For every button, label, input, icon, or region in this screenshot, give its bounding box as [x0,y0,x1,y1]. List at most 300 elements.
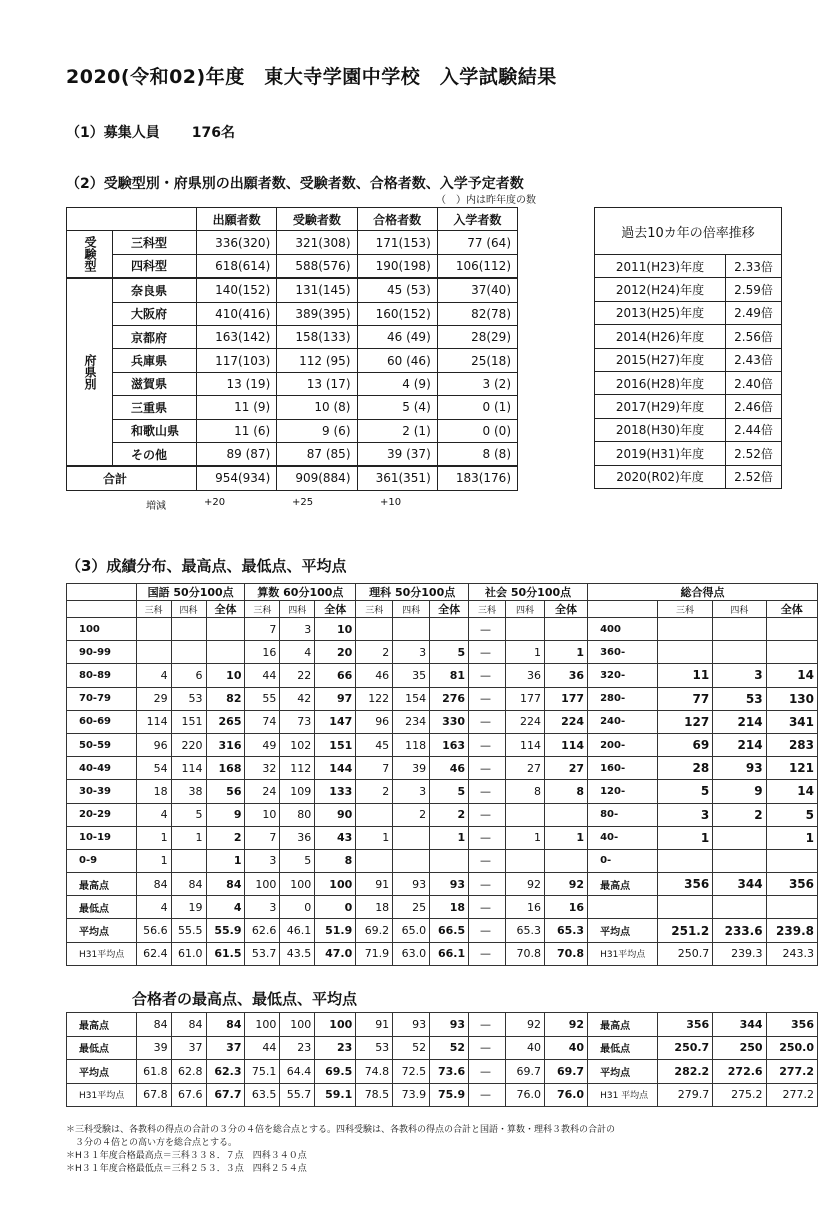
score-cell: 114 [545,733,588,756]
score-cell: 36 [506,664,545,687]
score-cell: 47.0 [315,942,356,965]
score-cell: 275.2 [713,1083,766,1107]
score-cell: 163 [430,733,469,756]
score-cell: 81 [430,664,469,687]
score-cell: 65.0 [393,919,430,942]
table-cell: 13 (19) [197,372,277,395]
score-cell: 49 [245,733,280,756]
corner-cell [67,584,137,601]
score-cell: 55.9 [206,919,245,942]
table-cell: 87 (85) [277,442,357,466]
row-label: 240- [588,710,658,733]
score-cell: — [469,757,506,780]
score-cell [657,896,712,919]
table-row [595,442,782,465]
score-cell: 16 [245,641,280,664]
score-cell: 100 [280,1013,315,1037]
table-row [67,442,518,466]
row-label: 最高点 [67,1013,137,1037]
score-cell: 80 [280,803,315,826]
subject-header-row [67,584,818,601]
section1-heading [66,122,235,142]
score-cell: 43.5 [280,942,315,965]
subject-header: 理科 50分100点 [356,584,469,601]
group-label: 受験型 [67,231,113,278]
table-row [595,418,782,441]
score-cell: 2 [356,641,393,664]
score-cell: 93 [393,1013,430,1037]
score-cell [766,641,817,664]
score-cell: — [469,873,506,896]
table-cell: 37(40) [437,278,517,302]
score-cell: 52 [393,1036,430,1060]
sub-header: 全体 [766,601,817,618]
section1-label: （1）募集人員 [66,125,160,141]
score-cell [393,826,430,849]
row-label: 80-89 [67,664,137,687]
score-cell: 56 [206,780,245,803]
score-cell: 3 [245,849,280,872]
score-cell: 1 [136,849,171,872]
score-cell: 6 [171,664,206,687]
sub-header: 全体 [545,601,588,618]
score-cell: 9 [206,803,245,826]
score-cell: 75.9 [430,1083,469,1107]
change-value: +25 [292,497,314,508]
score-cell: 214 [713,733,766,756]
score-cell [766,849,817,872]
row-label: 最低点 [67,896,137,919]
row-label: 280- [588,687,658,710]
ratio-title: 過去10カ年の倍率推移 [595,208,782,255]
score-cell: 1 [206,849,245,872]
row-label: 最低点 [67,1036,137,1060]
footnote: ３分の４倍との高い方を総合点とする。 [66,1138,238,1148]
score-cell [356,803,393,826]
score-cell: 114 [136,710,171,733]
score-cell: 96 [356,710,393,733]
table-cell: 410(416) [197,302,277,325]
score-cell: 282.2 [657,1060,712,1084]
score-cell: 93 [430,1013,469,1037]
table-cell: 3 (2) [437,372,517,395]
row-label: 50-59 [67,733,137,756]
score-cell: 23 [315,1036,356,1060]
change-label: 増減 [146,501,166,512]
score-cell: 40 [506,1036,545,1060]
score-cell: 84 [206,873,245,896]
score-cell: 56.6 [136,919,171,942]
table-cell: 389(395) [277,302,357,325]
score-cell: 112 [280,757,315,780]
score-cell: 250.7 [657,942,712,965]
table-cell: 171(153) [357,231,437,254]
table-cell: 39 (37) [357,442,437,466]
year-cell: 2017(H29)年度 [595,395,726,418]
score-cell: 147 [315,710,356,733]
row-label: 平均点 [67,1060,137,1084]
table-row [67,1083,818,1107]
score-cell: 118 [393,733,430,756]
sub-header: 三科 [245,601,280,618]
section3-heading: （3）成績分布、最高点、最低点、平均点 [66,557,347,575]
score-cell: 53 [171,687,206,710]
rate-cell: 2.40倍 [726,371,782,394]
score-cell: 90 [315,803,356,826]
score-cell: 0 [315,896,356,919]
table-cell: 25(18) [437,349,517,372]
score-cell: — [469,803,506,826]
score-cell: 27 [506,757,545,780]
table-row [595,325,782,348]
score-cell: — [469,780,506,803]
score-cell: — [469,1036,506,1060]
score-cell: 45 [356,733,393,756]
row-label: 最高点 [67,873,137,896]
score-cell: 144 [315,757,356,780]
score-cell: 1 [545,826,588,849]
score-cell: 70.8 [506,942,545,965]
score-cell: 1 [766,826,817,849]
sub-header: 三科 [469,601,506,618]
sub-header: 三科 [136,601,171,618]
applicants-table [66,207,518,491]
change-value: +20 [204,497,226,508]
score-cell: 277.2 [766,1060,817,1084]
score-cell: 97 [315,687,356,710]
score-cell: 4 [136,803,171,826]
score-cell: 250 [713,1036,766,1060]
table-cell: 190(198) [357,254,437,278]
score-cell: 67.6 [171,1083,206,1107]
score-cell: 356 [766,1013,817,1037]
score-cell: 1 [506,826,545,849]
score-cell: — [469,896,506,919]
score-cell: 39 [136,1036,171,1060]
row-label: 和歌山県 [113,419,197,442]
score-cell: 36 [545,664,588,687]
corner-cell [588,601,658,618]
score-cell: 18 [356,896,393,919]
score-cell: 84 [206,1013,245,1037]
score-cell: 76.0 [545,1083,588,1107]
row-label: 20-29 [67,803,137,826]
score-cell: 10 [245,803,280,826]
score-cell: 154 [393,687,430,710]
score-cell: 72.5 [393,1060,430,1084]
score-cell: 46.1 [280,919,315,942]
score-cell [766,618,817,641]
score-cell: 66 [315,664,356,687]
table-cell: 909(884) [277,466,357,490]
score-cell: 91 [356,873,393,896]
score-cell: 59.1 [315,1083,356,1107]
score-cell: 1 [136,826,171,849]
score-cell: 92 [545,873,588,896]
score-cell: 4 [136,896,171,919]
score-cell: 121 [766,757,817,780]
score-cell [171,618,206,641]
score-cell [506,803,545,826]
score-cell: 62.3 [206,1060,245,1084]
row-label: 90-99 [67,641,137,664]
score-cell: 127 [657,710,712,733]
sub-header: 全体 [315,601,356,618]
year-cell: 2016(H28)年度 [595,371,726,394]
score-cell: 3 [245,896,280,919]
table-row [67,733,818,756]
table-cell: 321(308) [277,231,357,254]
score-cell: 234 [393,710,430,733]
rate-cell: 2.43倍 [726,348,782,371]
score-cell: 10 [315,618,356,641]
score-cell: 277.2 [766,1083,817,1107]
score-cell: 224 [506,710,545,733]
row-label: 160- [588,757,658,780]
score-cell: 25 [393,896,430,919]
table-cell: 0 (1) [437,396,517,419]
row-label: 400 [588,618,658,641]
score-cell: 5 [657,780,712,803]
score-cell: 73.6 [430,1060,469,1084]
score-cell: 341 [766,710,817,733]
score-cell: — [469,942,506,965]
score-distribution-table [66,583,818,966]
row-label: 60-69 [67,710,137,733]
score-cell: 2 [206,826,245,849]
score-cell: 8 [506,780,545,803]
table-cell: 60 (46) [357,349,437,372]
score-cell: 5 [430,780,469,803]
table-cell: 106(112) [437,254,517,278]
score-cell: 93 [393,873,430,896]
score-cell: 19 [171,896,206,919]
score-cell: 8 [545,780,588,803]
rate-cell: 2.56倍 [726,325,782,348]
table-cell: 46 (49) [357,325,437,348]
score-cell: 177 [545,687,588,710]
score-cell: 84 [171,873,206,896]
score-cell: 250.0 [766,1036,817,1060]
table-cell: 11 (6) [197,419,277,442]
table-cell: 11 (9) [197,396,277,419]
score-cell: 4 [206,896,245,919]
score-cell: 133 [315,780,356,803]
score-cell: — [469,1060,506,1084]
table-row [67,1036,818,1060]
column-header: 合格者数 [357,208,437,231]
score-cell [430,849,469,872]
score-cell: 18 [136,780,171,803]
table-row [67,664,818,687]
score-cell [206,641,245,664]
score-cell: 54 [136,757,171,780]
table-cell: 588(576) [277,254,357,278]
score-cell: 69.5 [315,1060,356,1084]
column-header: 入学者数 [437,208,517,231]
row-label [588,896,658,919]
table-row [67,254,518,278]
table-cell: 4 (9) [357,372,437,395]
score-cell: 239.8 [766,919,817,942]
total-row [67,466,518,490]
score-cell: 46 [430,757,469,780]
table-row [67,873,818,896]
table-row [67,896,818,919]
year-cell: 2015(H27)年度 [595,348,726,371]
score-cell: 62.6 [245,919,280,942]
table-row [595,395,782,418]
table-row [67,278,518,302]
corner-cell [67,601,137,618]
table-row [595,465,782,488]
subject-header: 社会 50分100点 [469,584,588,601]
table-cell: 158(133) [277,325,357,348]
row-label: 最高点 [588,1013,658,1037]
score-cell: 2 [393,803,430,826]
score-cell [206,618,245,641]
row-label: H31平均点 [67,1083,137,1107]
score-cell: 239.3 [713,942,766,965]
score-cell: 5 [430,641,469,664]
score-cell: — [469,919,506,942]
row-label: 30-39 [67,780,137,803]
row-label: H31平均点 [67,942,137,965]
score-cell [393,849,430,872]
score-cell: 1 [506,641,545,664]
score-cell: 28 [657,757,712,780]
row-label: 合計 [67,466,197,490]
table-cell: 8 (8) [437,442,517,466]
score-cell: 5 [171,803,206,826]
score-cell: 40 [545,1036,588,1060]
sub-header: 四科 [506,601,545,618]
score-cell: 55 [245,687,280,710]
table-cell: 117(103) [197,349,277,372]
score-cell: 1 [171,826,206,849]
score-cell: 65.3 [545,919,588,942]
table-row [67,419,518,442]
score-cell: 55.7 [280,1083,315,1107]
score-cell: 52 [430,1036,469,1060]
table-row [67,1060,818,1084]
score-cell: 356 [766,873,817,896]
score-cell: 20 [315,641,356,664]
row-label: 京都府 [113,325,197,348]
score-cell: — [469,618,506,641]
ratio-table [594,207,782,489]
score-cell: 24 [245,780,280,803]
score-cell: 3 [280,618,315,641]
score-cell: 276 [430,687,469,710]
score-cell: 37 [171,1036,206,1060]
footnote: ＊H３１年度合格最高点＝三科３３８．７点 四科３４０点 [66,1151,307,1161]
score-cell: 67.7 [206,1083,245,1107]
sub-header-row [67,601,818,618]
score-cell [506,618,545,641]
score-cell: — [469,710,506,733]
score-cell [713,618,766,641]
score-cell [545,618,588,641]
table-cell: 336(320) [197,231,277,254]
score-cell: 4 [136,664,171,687]
score-cell: 356 [657,873,712,896]
table-cell: 5 (4) [357,396,437,419]
table-row [67,780,818,803]
row-label: H31平均点 [588,942,658,965]
table-cell: 140(152) [197,278,277,302]
table-row [595,278,782,301]
score-cell [657,641,712,664]
score-cell: 220 [171,733,206,756]
table-cell: 183(176) [437,466,517,490]
score-cell: 279.7 [657,1083,712,1107]
table-cell: 954(934) [197,466,277,490]
score-cell: 62.8 [171,1060,206,1084]
score-cell: 73.9 [393,1083,430,1107]
row-label: 10-19 [67,826,137,849]
sub-header: 四科 [280,601,315,618]
table-cell: 112 (95) [277,349,357,372]
score-cell [356,618,393,641]
row-label: 120- [588,780,658,803]
row-label: 大阪府 [113,302,197,325]
score-cell: 2 [430,803,469,826]
score-cell: 77 [657,687,712,710]
score-cell: 93 [430,873,469,896]
score-cell: 70.8 [545,942,588,965]
score-cell: 1 [356,826,393,849]
score-cell: 356 [657,1013,712,1037]
group-label: 府県別 [67,278,113,466]
table-row [67,396,518,419]
table-cell: 13 (17) [277,372,357,395]
score-cell: 130 [766,687,817,710]
score-cell: 53 [713,687,766,710]
score-cell: 93 [713,757,766,780]
score-cell [136,618,171,641]
score-cell: 177 [506,687,545,710]
score-cell: 344 [713,1013,766,1037]
score-cell: 7 [245,826,280,849]
row-label: 兵庫県 [113,349,197,372]
score-cell [713,641,766,664]
score-cell: 69 [657,733,712,756]
table-row [67,349,518,372]
score-cell: 67.8 [136,1083,171,1107]
score-cell: 330 [430,710,469,733]
score-cell: 109 [280,780,315,803]
score-cell: 63.5 [245,1083,280,1107]
score-cell: 1 [545,641,588,664]
score-cell: — [469,826,506,849]
score-cell: 11 [657,664,712,687]
row-label: 360- [588,641,658,664]
table-cell: 82(78) [437,302,517,325]
table-header-row [595,208,782,255]
score-cell: 265 [206,710,245,733]
score-cell: 0 [280,896,315,919]
year-cell: 2020(R02)年度 [595,465,726,488]
score-cell: 62.4 [136,942,171,965]
score-cell: — [469,1083,506,1107]
table-row [67,919,818,942]
table-cell: 0 (0) [437,419,517,442]
recruitment-count: 176名 [191,125,235,141]
page-title: 2020(令和02)年度 東大寺学園中学校 入学試験結果 [66,66,557,88]
score-cell: 37 [206,1036,245,1060]
score-cell: 74 [245,710,280,733]
